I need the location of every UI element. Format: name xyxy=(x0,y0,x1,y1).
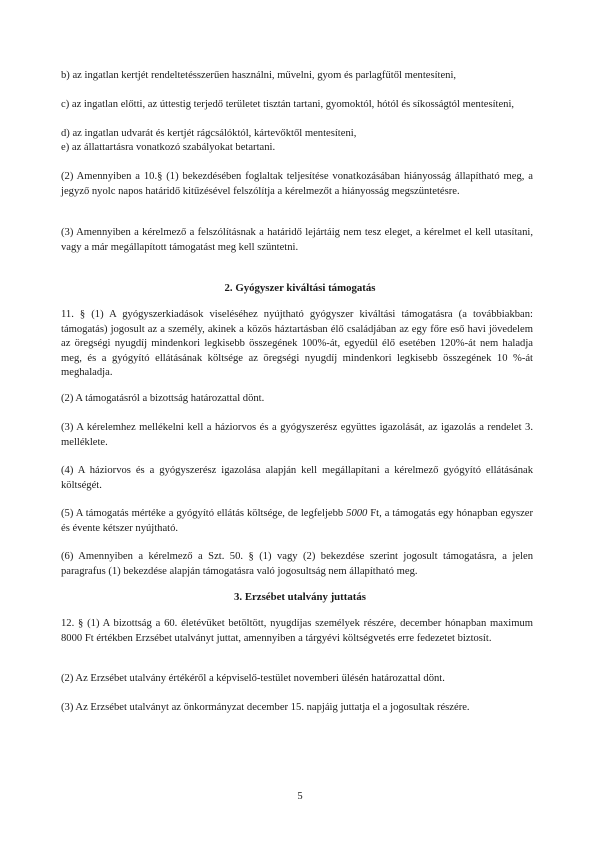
paragraph-10-3: (3) Amennyiben a kérelmező a felszólításnak a határidő lejártáig nem tesz eleget, a kérelmet el kell utasítani, vagy a már megállapított támogatást meg kell szüntetni. xyxy=(61,227,533,253)
paragraph-11-5-text-start: (5) A támogatás mértéke a gyógyító ellátás költsége, de legfeljebb xyxy=(61,508,347,519)
paragraph-11-6: (6) Amennyiben a kérelmező a Szt. 50. § (1) vagy (2) bekezdése szerint jogosult támogatásra, a jelen paragrafus (1) bekezdése alapján támogatásra való jogosultság nem állapítható meg. xyxy=(61,551,533,577)
page-number: 5 xyxy=(297,791,303,802)
list-item-d: d) az ingatlan udvarát és kertjét rágcsálóktól, kártevőktől mentesíteni, xyxy=(61,128,357,139)
max-amount: 5000 xyxy=(346,508,368,519)
paragraph-11-3: (3) A kérelemhez mellékelni kell a háziorvos és a gyógyszerész együttes igazolását, az igazolás a rendelet 3. melléklete. xyxy=(61,422,533,448)
list-item-b: b) az ingatlan kertjét rendeltetésszerűen használni, művelni, gyom és parlagfűtől mentesíteni, xyxy=(61,70,457,81)
list-item-c: c) az ingatlan előtti, az úttestig terjedő területet tisztán tartani, gyomoktól, hótól és síkosságtól mentesíteni, xyxy=(61,99,515,110)
paragraph-11-5 xyxy=(61,507,533,536)
paragraph-12-1: 12. § (1) A bizottság a 60. életévüket betöltött, nyugdíjas személyek részére, december hónapban maximum 8000 Ft értékben Erzsébet utalványt juttat, amennyiben a tárgyévi költségvetés erre fedezetet biztosít. xyxy=(61,618,533,644)
paragraph-11-2: (2) A támogatásról a bizottság határozattal dönt. xyxy=(61,393,265,404)
paragraph-11-1: 11. § (1) A gyógyszerkiadások viseléséhez nyújtható gyógyszer kiváltási támogatásra (a továbbiakban: támogatás) jogosult az a személy, akinek a közös háztartásban élő családjában az egy főre eső havi jövedelem az öregségi nyugdíj mindenkori legkisebb összegének 100%-át, egyedül élő esetében 120%-át nem haladja meg, és a gyógyító ellátásának költsége az öregségi nyugdíj mindenkori legkisebb összegének 10 %-át meghaladja. xyxy=(61,309,533,379)
paragraph-12-2: (2) Az Erzsébet utalvány értékéről a képviselő-testület novemberi ülésén határozattal dönt. xyxy=(61,673,445,684)
paragraph-12-3: (3) Az Erzsébet utalványt az önkormányzat december 15. napjáig juttatja el a jogosultak részére. xyxy=(61,702,470,713)
section-2-heading: 2. Gyógyszer kiváltási támogatás xyxy=(224,282,376,294)
section-3-heading: 3. Erzsébet utalvány juttatás xyxy=(234,591,366,603)
paragraph-11-4: (4) A háziorvos és a gyógyszerész igazolása alapján kell megállapítani a kérelmező gyógyító ellátásának költségét. xyxy=(61,465,533,491)
paragraph-10-2: (2) Amennyiben a 10.§ (1) bekezdésében foglaltak teljesítése vonatkozásában hiányosság állapítható meg, a jegyző nyolc napos határidő kitűzésével felszólítja a kérelmezőt a hiányosság megszüntetésre. xyxy=(61,171,533,197)
list-item-e: e) az állattartásra vonatkozó szabályokat betartani. xyxy=(61,142,276,153)
paragraph-11-5-text-end: Ft, a támogatás egy hónapban egyszer és évente kétszer nyújtható. xyxy=(61,508,533,534)
